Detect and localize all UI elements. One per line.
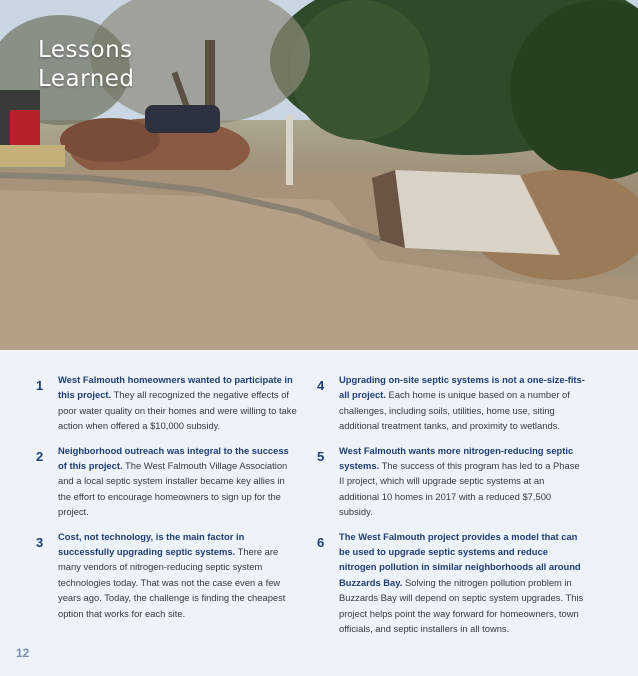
title-line-2: Learned <box>38 66 135 92</box>
lessons-column-right <box>317 372 585 646</box>
lesson-number: 1 <box>36 378 44 393</box>
lesson-item <box>36 372 298 434</box>
lessons-column-left <box>36 372 298 630</box>
lesson-lead: West Falmouth wants more nitrogen-reducing septic systems. <box>339 444 574 472</box>
lesson-text <box>339 529 585 637</box>
lesson-text <box>339 372 585 434</box>
lesson-lead: Neighborhood outreach was integral to the success of this project. <box>58 444 289 472</box>
lesson-lead: The West Falmouth project provides a model that can be used to upgrade septic systems and reduce nitrogen pollution in similar neighborhoods all around Buzzards Bay. <box>339 530 581 588</box>
lesson-text <box>58 372 298 434</box>
lesson-body: Each home is unique based on a number of challenges, including soils, utilities, home use, siting additional treatment tanks, and proximity to wetlands. <box>339 389 570 432</box>
lesson-item <box>317 372 585 434</box>
title-line-1: Lessons <box>38 37 133 63</box>
lesson-item <box>317 443 585 520</box>
lesson-text <box>58 443 298 520</box>
lesson-item <box>36 529 298 621</box>
lesson-body: The West Falmouth Village Association and a local septic system installer became key allies in the effort to encourage homeowners to sign up for the project. <box>58 460 288 518</box>
lesson-number: 4 <box>317 378 325 393</box>
lesson-number: 2 <box>36 448 44 464</box>
lesson-number: 3 <box>36 534 44 550</box>
lessons-list <box>0 372 638 635</box>
lesson-item <box>317 529 585 637</box>
lesson-body: They all recognized the negative effects of poor water quality on their homes and were willing to take action when offered a $10,000 subsidy. <box>58 389 297 432</box>
lesson-number: 5 <box>317 448 325 464</box>
lesson-item <box>36 443 298 520</box>
lesson-body: The success of this program has led to a Phase II project, which will upgrade septic systems at an additional 10 homes in 2017 with a reduced $7,500 subsidy. <box>339 460 580 518</box>
lesson-body: Solving the nitrogen pollution problem in Buzzards Bay will depend on septic system upgrades. This project helps point the way forward for homeowners, town officials, and septic installers in all towns. <box>339 576 584 635</box>
lesson-lead: Cost, not technology, is the main factor in successfully upgrading septic systems. <box>58 530 245 558</box>
page-title <box>38 36 238 94</box>
lesson-number: 6 <box>317 534 325 550</box>
lesson-body: There are many vendors of nitrogen-reducing septic system technologies today. That was not the case even a few years ago. Today, the challenge is finding the cheapest option that works for each site. <box>58 546 286 619</box>
lesson-lead: Upgrading on-site septic systems is not a one-size-fits-all project. <box>339 374 585 401</box>
lesson-lead: West Falmouth homeowners wanted to participate in this project. <box>58 374 293 401</box>
lesson-text <box>339 443 585 520</box>
page-number: 12 <box>16 646 30 660</box>
lesson-text <box>58 529 298 621</box>
